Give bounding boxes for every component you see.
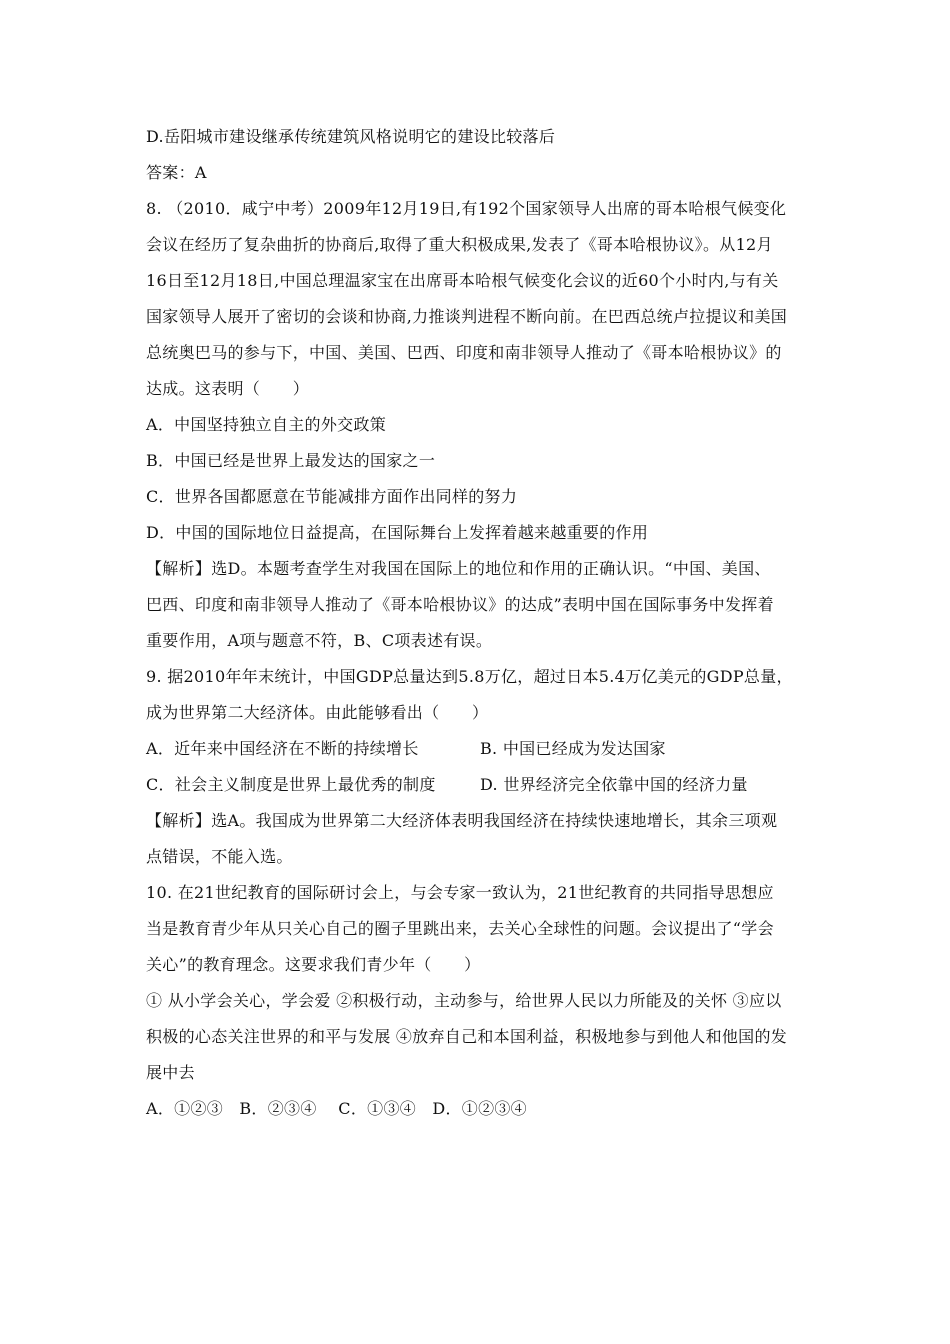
q9-option-a: A．近年来中国经济在不断的持续增长 [146, 739, 419, 758]
q10-statement-line: 展中去 [146, 1063, 195, 1082]
q8-option-b: B．中国已经是世界上最发达的国家之一 [146, 451, 436, 470]
q8-stem-line: 16日至12月18日,中国总理温家宝在出席哥本哈根气候变化会议的近60个小时内,与有关 [146, 271, 779, 290]
q9-option-b: B. 中国已经成为发达国家 [480, 739, 666, 758]
q8-analysis-line: 【解析】选D。本题考查学生对我国在国际上的地位和作用的正确认识。“中国、美国、 [146, 559, 771, 578]
q10-stem-line: 10. 在21世纪教育的国际研讨会上，与会专家一致认为，21世纪教育的共同指导思想应 [146, 883, 774, 902]
q10-stem-line: 关心”的教育理念。这要求我们青少年（ ） [146, 955, 481, 974]
q8-analysis-line: 巴西、印度和南非领导人推动了《哥本哈根协议》的达成”表明中国在国际事务中发挥着 [146, 595, 774, 614]
q8-option-a: A．中国坚持独立自主的外交政策 [146, 415, 387, 434]
q9-stem-line: 9. 据2010年年末统计，中国GDP总量达到5.8万亿，超过日本5.4万亿美元的GDP总量， [146, 667, 793, 686]
q10-statement-line: ① 从小学会关心，学会爱 ②积极行动，主动参与，给世界人民以力所能及的关怀 ③应以 [146, 991, 782, 1010]
q10-options: A．①②③ B．②③④ C．①③④ D．①②③④ [146, 1099, 527, 1118]
q8-stem-line: 8. （2010．咸宁中考）2009年12月19日,有192个国家领导人出席的哥本哈根气候变化 [146, 199, 787, 218]
q8-option-d: D．中国的国际地位日益提高，在国际舞台上发挥着越来越重要的作用 [146, 523, 649, 542]
q8-stem-line: 会议在经历了复杂曲折的协商后,取得了重大积极成果,发表了《哥本哈根协议》。从12月 [146, 235, 773, 254]
q10-stem-line: 当是教育青少年从只关心自己的圈子里跳出来，去关心全球性的问题。会议提出了“学会 [146, 919, 774, 938]
q9-option-d: D. 世界经济完全依靠中国的经济力量 [480, 775, 748, 794]
q8-stem-line: 总统奥巴马的参与下，中国、美国、巴西、印度和南非领导人推动了《哥本哈根协议》的 [146, 343, 782, 362]
q7-option-d: D.岳阳城市建设继承传统建筑风格说明它的建设比较落后 [146, 127, 556, 146]
q9-stem-line: 成为世界第二大经济体。由此能够看出（ ） [146, 703, 489, 722]
q7-answer: 答案：A [146, 163, 207, 182]
q9-analysis-line: 【解析】选A。我国成为世界第二大经济体表明我国经济在持续快速地增长，其余三项观 [146, 811, 778, 830]
q8-stem-line: 国家领导人展开了密切的会谈和协商,力推谈判进程不断向前。在巴西总统卢拉提议和美国 [146, 307, 788, 326]
q9-analysis-line: 点错误，不能入选。 [146, 847, 293, 866]
q10-statement-line: 积极的心态关注世界的和平与发展 ④放弃自己和本国利益，积极地参与到他人和他国的发 [146, 1027, 788, 1046]
q8-option-c: C．世界各国都愿意在节能减排方面作出同样的努力 [146, 487, 518, 506]
q8-stem-line: 达成。这表明（ ） [146, 379, 310, 398]
q8-analysis-line: 重要作用，A项与题意不符，B、C项表述有误。 [146, 631, 493, 650]
q9-option-c: C．社会主义制度是世界上最优秀的制度 [146, 775, 436, 794]
